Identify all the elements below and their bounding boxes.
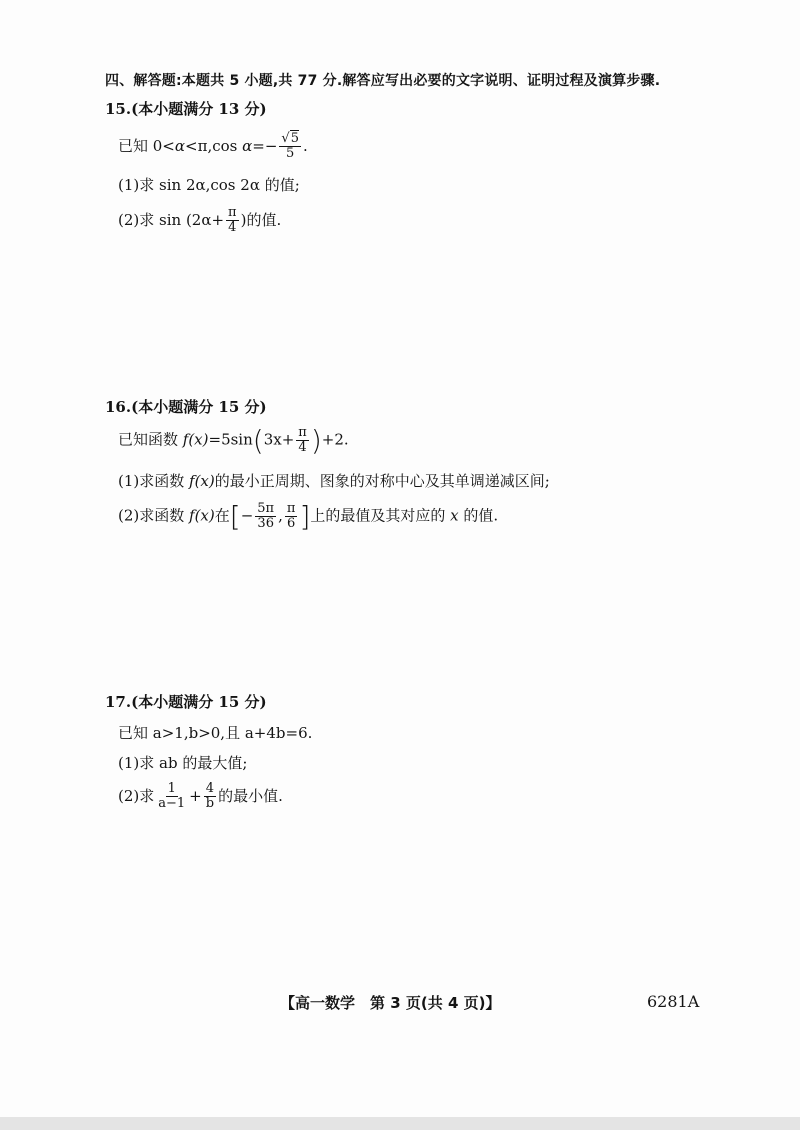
q15-part2-prefix: (2)求 sin (2α+ (118, 210, 225, 229)
question-15-part1: (1)求 sin 2α,cos 2α 的值; (118, 176, 300, 194)
scan-bottom-edge (0, 1117, 800, 1130)
question-16-header: 16.(本小题满分 15 分) (105, 398, 267, 416)
q16-inner-num: π (298, 424, 307, 440)
q15-part2-suffix: )的值. (240, 210, 282, 229)
q15-part2-num: π (228, 205, 237, 220)
q16-part1-prefix: (1)求函数 (118, 472, 190, 490)
q16-given-func: f(x) (182, 430, 209, 449)
question-15-part2 (118, 206, 281, 236)
q16-int-num1: 5π (257, 500, 275, 516)
q17-fraction-1 (156, 782, 187, 812)
q15-part2-fraction (226, 206, 239, 236)
q17-part2-suffix: 的最小值. (218, 786, 283, 805)
paper-code: 6281A (647, 992, 700, 1011)
q16-part2-suffix-a: 上的最值及其对应的 (310, 506, 451, 525)
q16-inner-den: 4 (298, 440, 307, 455)
q16-part2-var: x (450, 506, 459, 525)
section-heading: 四、解答题:本题共 5 小题,共 77 分.解答应写出必要的文字说明、证明过程及演算步骤. (105, 73, 661, 89)
question-17-given: 已知 a>1,b>0,且 a+4b=6. (118, 724, 313, 742)
q16-int-fraction-1 (255, 502, 276, 532)
q16-int-den2: 6 (287, 516, 296, 531)
question-17-header: 17.(本小题满分 15 分) (105, 693, 267, 711)
question-16-part2: (2)求函数 f(x)在[− $\frac{5\pi}{36}$ , $\frac{\pi}{6}$ ]上的最值及其对应的 x 的值. (118, 500, 499, 533)
q17-frac2-den: b (205, 796, 215, 812)
q16-given-end: +2. (321, 430, 349, 449)
q16-part2-suffix-b: 的值. (458, 506, 499, 525)
q15-fraction: $\frac{√5}{5}$ (281, 131, 299, 162)
q16-part1-func: f(x) (189, 472, 215, 490)
q15-given-mid: <π,cos (185, 136, 243, 155)
q16-given-inner: 3x+ (263, 430, 295, 449)
q16-part2-prefix: (2)求函数 (118, 506, 190, 525)
q17-frac2-num: 4 (205, 781, 215, 796)
q16-part1-suffix: 的最小正周期、图象的对称中心及其单调递减区间; (214, 472, 550, 490)
page-footer: 【高一数学 第 3 页(共 4 页)】 (280, 994, 501, 1012)
q15-part2-den: 4 (228, 220, 237, 236)
q17-part2-prefix: (2)求 (118, 786, 155, 805)
question-16-given: 已知函数 f(x)=5sin(3x+ $\frac{\pi}{4}$ )+2. (118, 424, 349, 457)
q17-fraction-2 (204, 782, 216, 812)
q15-given-eq: =− (252, 136, 278, 155)
q15-frac-den: 5 (286, 146, 295, 162)
question-16-part1 (118, 470, 550, 491)
question-17-part2 (118, 782, 283, 812)
q17-frac1-den: a−1 (158, 796, 186, 812)
question-15-given: 已知 0<α<π,cos α=− $\frac{√5}{5}$ . (118, 131, 308, 162)
q16-part2-mid: 在 (214, 506, 230, 525)
q16-inner-fraction (296, 426, 309, 456)
q15-given-end: . (302, 136, 308, 155)
q15-frac-num: 5 (290, 131, 299, 146)
q16-int-sign: − (240, 506, 254, 525)
question-17-part1: (1)求 ab 的最大值; (118, 754, 248, 772)
question-15-header: 15.(本小题满分 13 分) (105, 100, 267, 118)
q15-given-prefix: 已知 0< (118, 136, 175, 155)
q17-plus: + (189, 786, 202, 805)
q16-given-eq: =5sin (208, 430, 253, 449)
q16-part2-func: f(x) (189, 506, 215, 525)
q16-given-prefix: 已知函数 (118, 430, 183, 449)
q17-frac1-num: 1 (167, 781, 176, 796)
q16-int-den1: 36 (257, 516, 274, 531)
q16-int-fraction-2 (285, 502, 298, 532)
q16-int-num2: π (286, 500, 296, 516)
